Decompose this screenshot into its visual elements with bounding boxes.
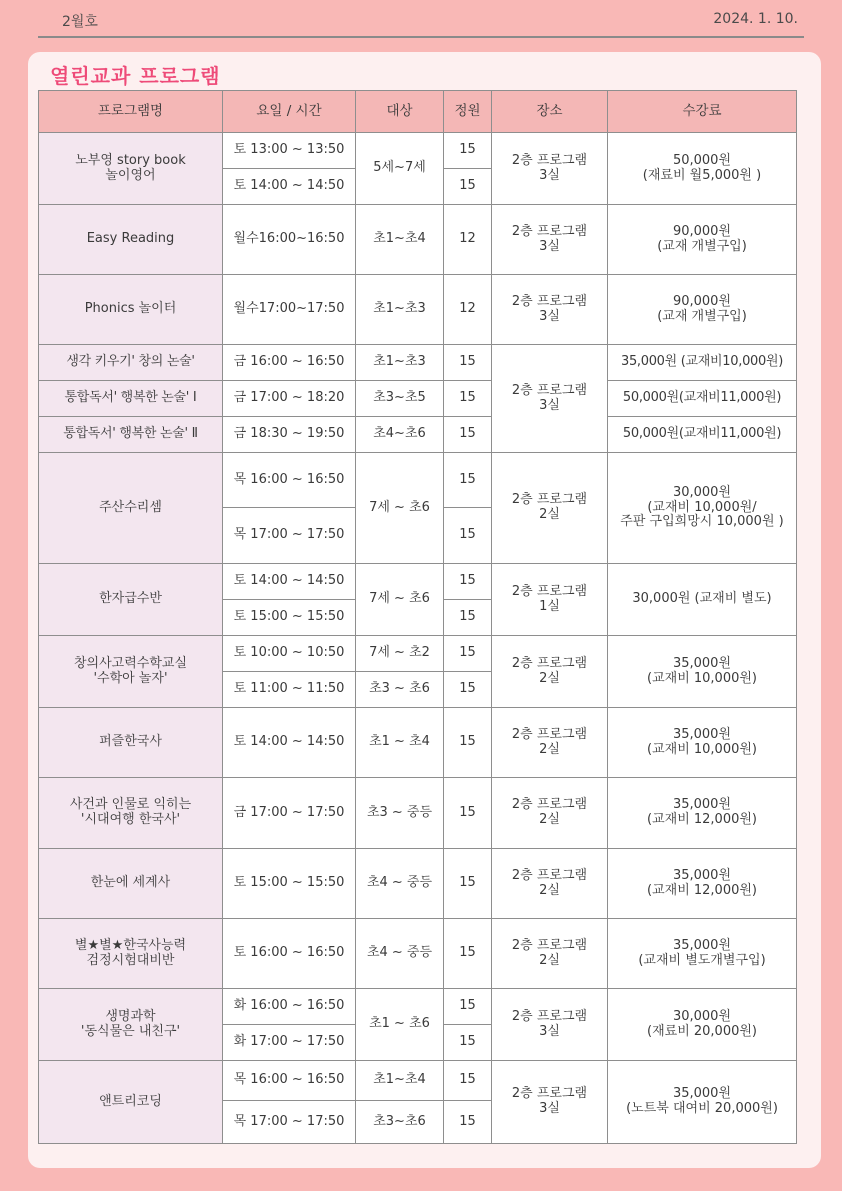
fee-cell: 50,000원(교재비11,000원) [608, 381, 797, 417]
capacity-cell: 15 [444, 133, 492, 169]
place-cell: 2층 프로그램 1실 [492, 564, 608, 636]
fee-cell: 35,000원 (교재비10,000원) [608, 345, 797, 381]
header-capacity: 정원 [444, 91, 492, 133]
capacity-cell: 15 [444, 636, 492, 672]
fee-cell: 35,000원 (교재비 10,000원) [608, 636, 797, 708]
time-cell: 목 16:00 ~ 16:50 [223, 1061, 356, 1101]
target-cell: 초1~초4 [356, 1061, 444, 1101]
capacity-cell: 12 [444, 275, 492, 345]
program-name: 노부영 story book 놀이영어 [39, 133, 223, 205]
capacity-cell: 15 [444, 417, 492, 453]
time-cell: 토 14:00 ~ 14:50 [223, 564, 356, 600]
time-cell: 화 16:00 ~ 16:50 [223, 989, 356, 1025]
table-row [39, 564, 797, 600]
header-bar [38, 0, 804, 38]
place-cell: 2층 프로그램 3실 [492, 205, 608, 275]
table-row [39, 708, 797, 778]
place-cell: 2층 프로그램 2실 [492, 708, 608, 778]
table-row [39, 849, 797, 919]
time-cell: 목 16:00 ~ 16:50 [223, 453, 356, 508]
table-row [39, 989, 797, 1025]
time-cell: 월수17:00~17:50 [223, 275, 356, 345]
target-cell: 7세 ~ 초2 [356, 636, 444, 672]
time-cell: 금 18:30 ~ 19:50 [223, 417, 356, 453]
time-cell: 토 13:00 ~ 13:50 [223, 133, 356, 169]
table-row [39, 205, 797, 275]
capacity-cell: 12 [444, 205, 492, 275]
fee-cell: 35,000원 (노트북 대여비 20,000원) [608, 1061, 797, 1144]
capacity-cell: 15 [444, 1061, 492, 1101]
table-row [39, 133, 797, 169]
time-cell: 토 10:00 ~ 10:50 [223, 636, 356, 672]
table-row [39, 275, 797, 345]
time-cell: 토 16:00 ~ 16:50 [223, 919, 356, 989]
header-place: 장소 [492, 91, 608, 133]
time-cell: 금 16:00 ~ 16:50 [223, 345, 356, 381]
program-name: 통합독서' 행복한 논술' Ⅰ [39, 381, 223, 417]
target-cell: 7세 ~ 초6 [356, 564, 444, 636]
capacity-cell: 15 [444, 708, 492, 778]
target-cell: 초1 ~ 초4 [356, 708, 444, 778]
header-day-time: 요일 / 시간 [223, 91, 356, 133]
target-cell: 초1 ~ 초6 [356, 989, 444, 1061]
time-cell: 토 15:00 ~ 15:50 [223, 600, 356, 636]
time-cell: 토 11:00 ~ 11:50 [223, 672, 356, 708]
program-table [38, 90, 797, 1144]
issue-date: 2024. 1. 10. [713, 11, 798, 27]
program-name: 생각 키우기' 창의 논술' [39, 345, 223, 381]
place-cell: 2층 프로그램 2실 [492, 453, 608, 564]
time-cell: 목 17:00 ~ 17:50 [223, 1101, 356, 1144]
table-row [39, 636, 797, 672]
fee-cell: 90,000원 (교재 개별구입) [608, 275, 797, 345]
target-cell: 초3~초5 [356, 381, 444, 417]
program-name: 창의사고력수학교실 '수학아 놀자' [39, 636, 223, 708]
capacity-cell: 15 [444, 453, 492, 508]
fee-cell: 35,000원 (교재비 별도개별구입) [608, 919, 797, 989]
target-cell: 초4 ~ 중등 [356, 849, 444, 919]
capacity-cell: 15 [444, 1025, 492, 1061]
capacity-cell: 15 [444, 508, 492, 564]
time-cell: 토 14:00 ~ 14:50 [223, 708, 356, 778]
capacity-cell: 15 [444, 1101, 492, 1144]
table-row [39, 381, 797, 417]
time-cell: 금 17:00 ~ 18:20 [223, 381, 356, 417]
place-cell: 2층 프로그램 2실 [492, 636, 608, 708]
page-title: 열린교과 프로그램 [50, 64, 221, 88]
fee-cell: 35,000원 (교재비 10,000원) [608, 708, 797, 778]
target-cell: 초1~초3 [356, 345, 444, 381]
time-cell: 토 14:00 ~ 14:50 [223, 169, 356, 205]
table-row [39, 919, 797, 989]
header-fee: 수강료 [608, 91, 797, 133]
capacity-cell: 15 [444, 672, 492, 708]
fee-cell: 50,000원 (재료비 월5,000원 ) [608, 133, 797, 205]
table-row [39, 778, 797, 849]
table-row [39, 417, 797, 453]
program-name: 퍼즐한국사 [39, 708, 223, 778]
place-cell: 2층 프로그램 3실 [492, 989, 608, 1061]
fee-cell: 35,000원 (교재비 12,000원) [608, 778, 797, 849]
capacity-cell: 15 [444, 345, 492, 381]
table-row [39, 1061, 797, 1101]
target-cell: 7세 ~ 초6 [356, 453, 444, 564]
table-row [39, 345, 797, 381]
capacity-cell: 15 [444, 381, 492, 417]
place-cell: 2층 프로그램 3실 [492, 345, 608, 453]
program-name: 한눈에 세계사 [39, 849, 223, 919]
capacity-cell: 15 [444, 600, 492, 636]
table-row [39, 453, 797, 508]
issue-label: 2월호 [62, 14, 98, 30]
target-cell: 초3~초6 [356, 1101, 444, 1144]
target-cell: 초3 ~ 중등 [356, 778, 444, 849]
time-cell: 월수16:00~16:50 [223, 205, 356, 275]
program-name: 주산수리셈 [39, 453, 223, 564]
time-cell: 금 17:00 ~ 17:50 [223, 778, 356, 849]
capacity-cell: 15 [444, 778, 492, 849]
time-cell: 토 15:00 ~ 15:50 [223, 849, 356, 919]
time-cell: 목 17:00 ~ 17:50 [223, 508, 356, 564]
place-cell: 2층 프로그램 2실 [492, 778, 608, 849]
fee-cell: 30,000원 (교재비 10,000원/ 주판 구입희망시 10,000원 ) [608, 453, 797, 564]
program-name: Easy Reading [39, 205, 223, 275]
target-cell: 5세~7세 [356, 133, 444, 205]
target-cell: 초1~초4 [356, 205, 444, 275]
capacity-cell: 15 [444, 849, 492, 919]
program-name: 앤트리코딩 [39, 1061, 223, 1144]
target-cell: 초4~초6 [356, 417, 444, 453]
fee-cell: 35,000원 (교재비 12,000원) [608, 849, 797, 919]
capacity-cell: 15 [444, 564, 492, 600]
fee-cell: 30,000원 (교재비 별도) [608, 564, 797, 636]
time-cell: 화 17:00 ~ 17:50 [223, 1025, 356, 1061]
target-cell: 초4 ~ 중등 [356, 919, 444, 989]
place-cell: 2층 프로그램 3실 [492, 1061, 608, 1144]
program-name: Phonics 놀이터 [39, 275, 223, 345]
place-cell: 2층 프로그램 3실 [492, 275, 608, 345]
capacity-cell: 15 [444, 989, 492, 1025]
capacity-cell: 15 [444, 919, 492, 989]
place-cell: 2층 프로그램 2실 [492, 849, 608, 919]
program-name: 별★별★한국사능력 검정시험대비반 [39, 919, 223, 989]
target-cell: 초1~초3 [356, 275, 444, 345]
header-program-name: 프로그램명 [39, 91, 223, 133]
capacity-cell: 15 [444, 169, 492, 205]
program-name: 생명과학 '동식물은 내친구' [39, 989, 223, 1061]
fee-cell: 90,000원 (교재 개별구입) [608, 205, 797, 275]
place-cell: 2층 프로그램 2실 [492, 919, 608, 989]
fee-cell: 50,000원(교재비11,000원) [608, 417, 797, 453]
target-cell: 초3 ~ 초6 [356, 672, 444, 708]
program-name: 한자급수반 [39, 564, 223, 636]
program-name: 통합독서' 행복한 논술' Ⅱ [39, 417, 223, 453]
place-cell: 2층 프로그램 3실 [492, 133, 608, 205]
header-target: 대상 [356, 91, 444, 133]
program-name: 사건과 인물로 익히는 '시대여행 한국사' [39, 778, 223, 849]
fee-cell: 30,000원 (재료비 20,000원) [608, 989, 797, 1061]
table-header-row [39, 91, 797, 133]
